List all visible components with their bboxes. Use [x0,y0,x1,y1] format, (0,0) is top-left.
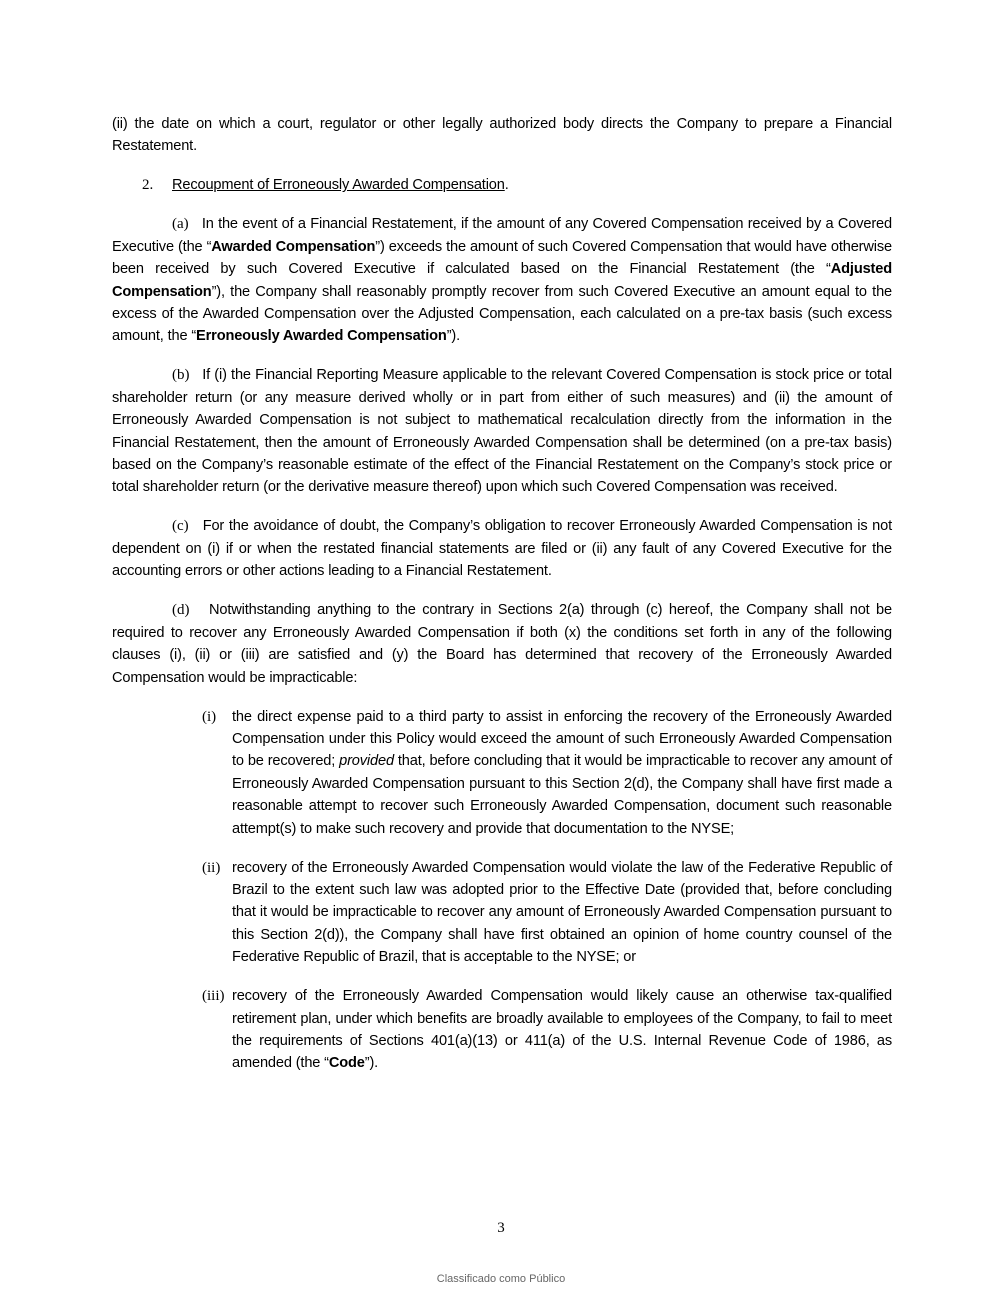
text-segment: that, before concluding that it would be impracticable to recover any amount of Erroneously Awarded Compensation pursuant to this Section 2(d), the Company shall have first made a reasonable attempt to recover such Erroneously Awarded Compensation, document such reasonable attempt(s) to make such recovery and provide that documentation to the NYSE; [232,753,893,837]
paragraph-label: (b) [172,367,190,384]
section-title: Recoupment of Erroneously Awarded Compensation [172,177,505,194]
text-segment: ”), the Company shall reasonably promptly recover from such Covered Executive an amount equal to the excess of the Awarded Compensation over the Adjusted Compensation, each calculated on a pre-tax basis (such excess amount, the “ [112,283,892,345]
paragraph-label: (d) [172,602,190,619]
text-segment: Notwithstanding anything to the contrary in Sections 2(a) through (c) hereof, the Company shall not be required to recover any Erroneously Awarded Compensation if both (x) the conditions set forth in any of the following clauses (i), (ii) or (iii) are satisfied and (y) the Board has determined that recovery of the Erroneously Awarded Compensation would be impracticable: [112,602,892,686]
section-heading [142,174,892,196]
defined-term: Adjusted Compensation [112,261,892,300]
paragraph [112,213,892,347]
paragraph-label: (a) [172,216,189,233]
classification-footer: Classificado como Público [436,1273,566,1285]
section-number: 2. [142,177,154,194]
text-segment: For the avoidance of doubt, the Company’s obligation to recover Erroneously Awarded Compensation is not dependent on (i) if or when the restated financial statements are filed or (ii) any fault of any Covered Executive for the accounting errors or other actions leading to a Financial Restatement. [112,518,893,580]
paragraph [112,364,892,498]
defined-term: Code [328,1055,365,1072]
text-segment: ”). [364,1055,379,1072]
text-segment: the direct expense paid to a third party to assist in enforcing the recovery of the Erroneously Awarded Compensation under this Policy would exceed the amount of such Erroneously Awarded Compensation to be recovered; [232,708,892,770]
paragraph-label: (c) [172,518,189,535]
clause-item [202,857,892,969]
clause-label: (iii) [202,988,225,1005]
text-segment: ”). [446,328,461,345]
clause-text [232,857,892,969]
paragraph [112,515,892,582]
clause-text [232,706,892,840]
section-title-period: . [504,177,509,194]
text-segment: recovery of the Erroneously Awarded Compensation would likely cause an otherwise tax-qualified retirement plan, under which benefits are broadly available to employees of the Company, to fail to meet the requirements of Sections 401(a)(13) or 411(a) of the U.S. Internal Revenue Code of 1986, as amended (the “ [232,988,892,1072]
text-segment: In the event of a Financial Restatement, if the amount of any Covered Compensation received by a Covered Executive (the “ [112,216,892,255]
clause-item [202,706,892,840]
text-segment: If (i) the Financial Reporting Measure applicable to the relevant Covered Compensation is stock price or total shareholder return (or any measure derived wholly or in part from either of such measures) and (ii) the amount of Erroneously Awarded Compensation is not subject to mathematical recalculation directly from the information in the Financial Restatement, then the amount of Erroneously Awarded Compensation shall be determined (on a pre-tax basis) based on the Company’s reasonable estimate of the effect of the Financial Restatement on the Company’s stock price or total shareholder return (or the derivative measure thereof) upon which such Covered Compensation was received. [112,367,892,496]
defined-term: Erroneously Awarded Compensation [196,328,447,345]
clause-label: (i) [202,708,217,725]
defined-term: Awarded Compensation [211,238,376,255]
paragraph [112,599,892,689]
text-segment: ”) exceeds the amount of such Covered Compensation that would have otherwise been received by such Covered Executive if calculated based on the Financial Restatement (the “ [112,238,892,278]
document-body [112,113,892,1091]
text-segment: (ii) the date on which a court, regulator or other legally authorized body directs the Company to prepare a Financial Restatement. [112,116,892,155]
clause-item [202,985,892,1075]
clause-label: (ii) [202,859,221,876]
text-segment: recovery of the Erroneously Awarded Compensation would violate the law of the Federative Republic of Brazil to the extent such law was adopted prior to the Effective Date (provided that, before concluding that it would be impracticable to recover any amount of Erroneously Awarded Compensation pursuant to this Section 2(d)), the Company shall have first obtained an opinion of home country counsel of the Federative Republic of Brazil, that is acceptable to the NYSE; or [232,859,892,966]
paragraph [112,113,892,158]
clause-text [232,985,892,1075]
page-number: 3 [497,1220,505,1236]
emphasis-text: provided [339,753,394,770]
